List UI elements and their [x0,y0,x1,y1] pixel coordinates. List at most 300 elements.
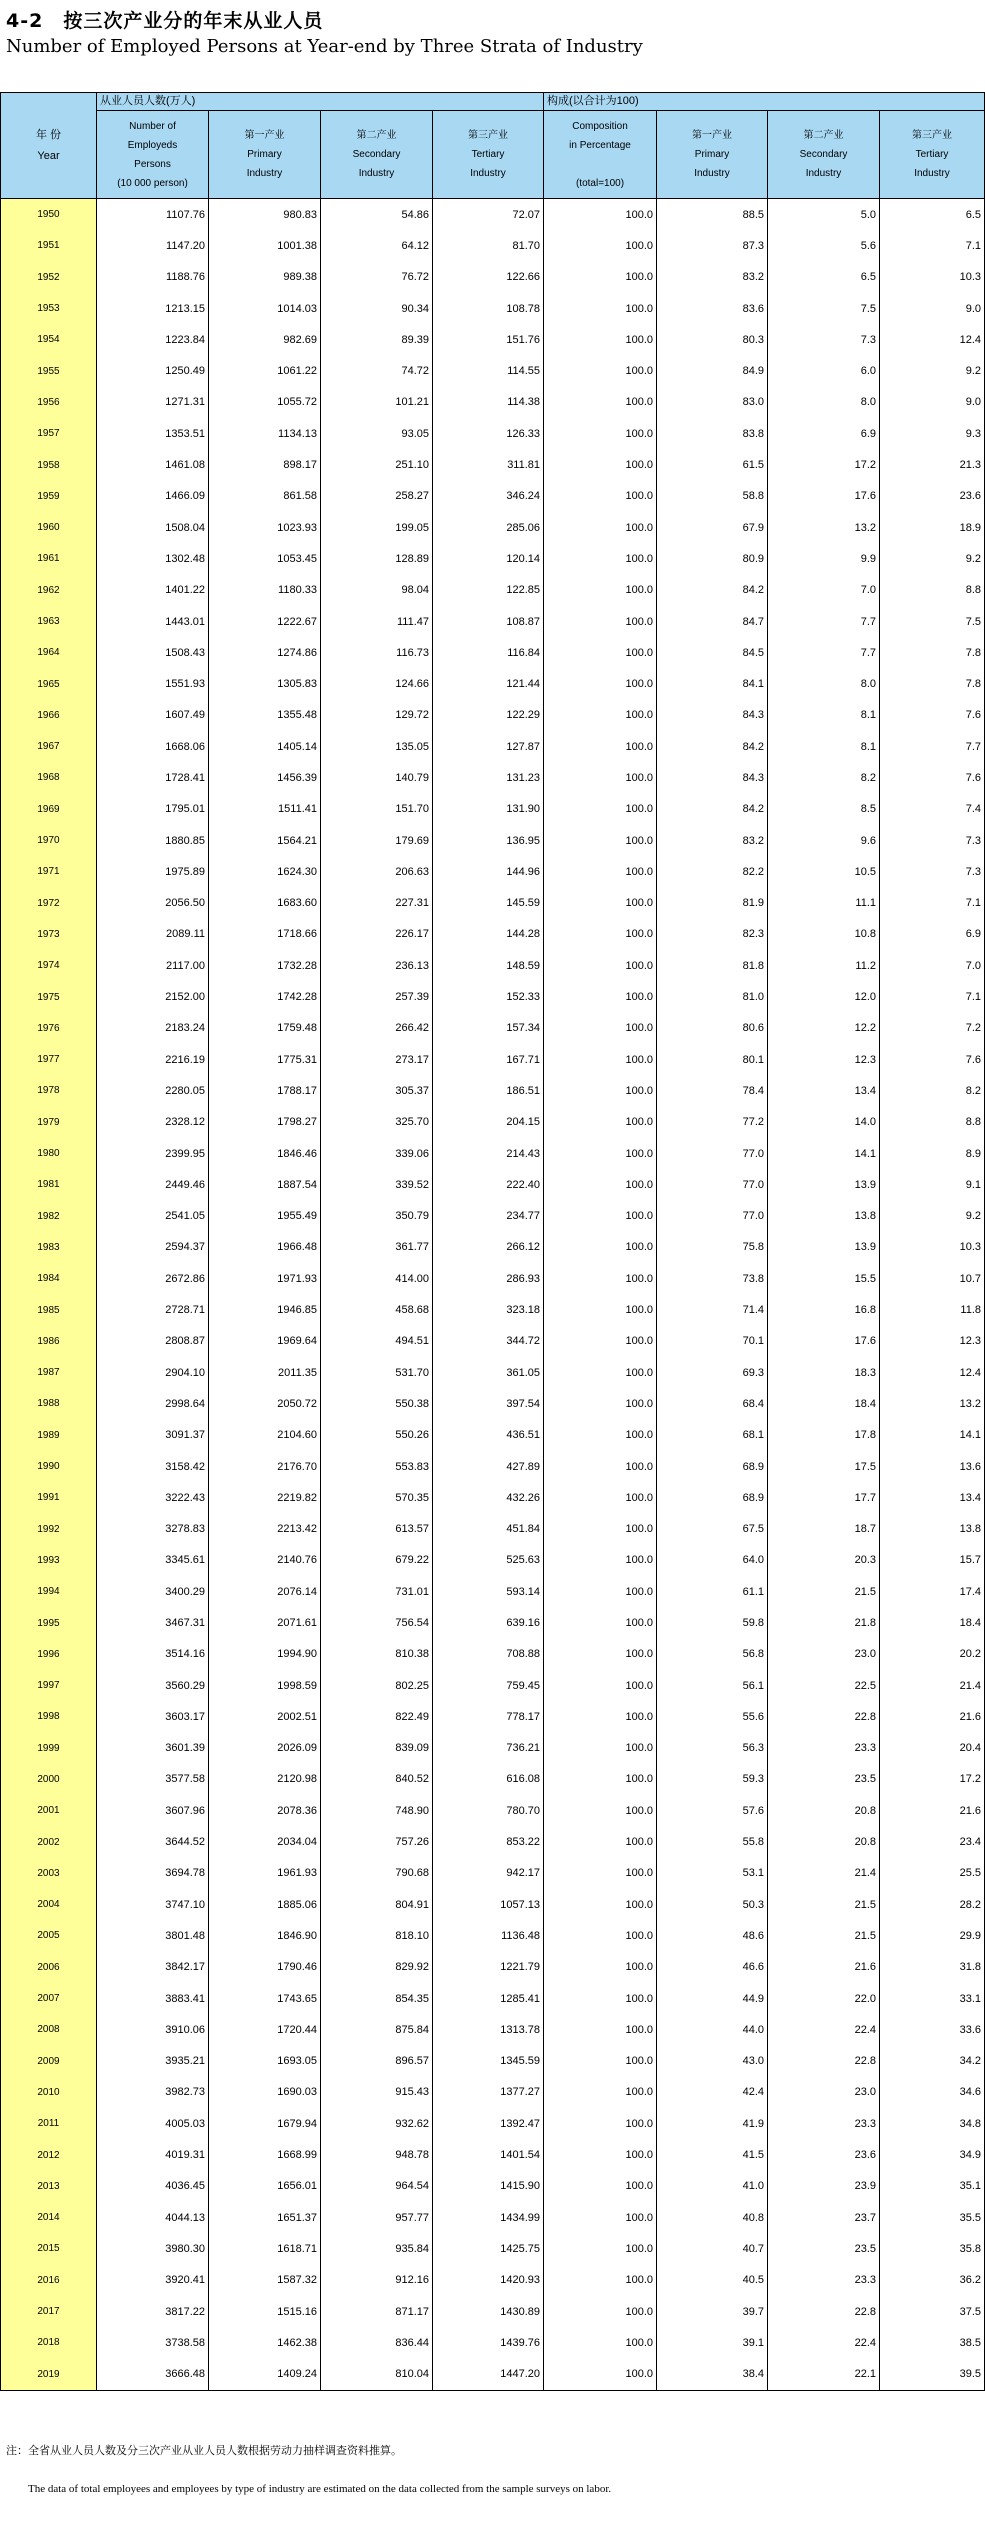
tertiary-pct-cell: 13.4 [880,1482,985,1513]
total-cell: 1461.08 [97,449,209,480]
secondary-cell: 124.66 [321,668,433,699]
composition-total-cell: 100.0 [544,199,657,231]
year-cell: 1969 [1,794,97,825]
total-cell: 2672.86 [97,1263,209,1294]
primary-cell: 1718.66 [209,919,321,950]
tertiary-pct-cell: 7.3 [880,856,985,887]
tertiary-cell: 525.63 [433,1545,544,1576]
secondary-cell: 128.89 [321,543,433,574]
total-cell: 3345.61 [97,1545,209,1576]
primary-pct-cell: 84.2 [657,731,768,762]
primary-pct-cell: 84.7 [657,606,768,637]
year-cell: 1954 [1,324,97,355]
primary-cell: 898.17 [209,449,321,480]
table-row [1,794,985,825]
composition-total-cell: 100.0 [544,449,657,480]
tertiary-pct-cell: 10.3 [880,1232,985,1263]
table-row [1,1263,985,1294]
total-cell: 2728.71 [97,1294,209,1325]
table-row [1,2202,985,2233]
year-cell: 1982 [1,1201,97,1232]
total-cell: 1607.49 [97,700,209,731]
primary-pct-cell: 87.3 [657,230,768,261]
secondary-pct-cell: 20.8 [768,1826,880,1857]
tertiary-cell: 593.14 [433,1576,544,1607]
tertiary-cell: 131.23 [433,762,544,793]
tertiary-pct-cell: 12.4 [880,324,985,355]
primary-cell: 1742.28 [209,981,321,1012]
primary-pct-cell: 40.5 [657,2265,768,2296]
total-header-line-3: Persons [134,158,171,170]
secondary-pct-cell: 9.6 [768,825,880,856]
tertiary-pct-cell: 8.8 [880,1107,985,1138]
tertiary-pct-cell: 9.0 [880,293,985,324]
primary-cell: 1587.32 [209,2265,321,2296]
tertiary-pct-cell: 8.8 [880,575,985,606]
primary-pct-cell: 70.1 [657,1326,768,1357]
primary-cell: 1683.60 [209,888,321,919]
total-cell: 1213.15 [97,293,209,324]
year-cell: 2000 [1,1764,97,1795]
composition-total-cell: 100.0 [544,1263,657,1294]
primary-pct-cell: 67.5 [657,1513,768,1544]
tertiary-cell: 1434.99 [433,2202,544,2233]
total-cell: 3694.78 [97,1858,209,1889]
primary-pct-cell: 82.2 [657,856,768,887]
total-cell: 3935.21 [97,2046,209,2077]
primary-pct-cell: 83.2 [657,262,768,293]
primary-cell: 2076.14 [209,1576,321,1607]
composition-total-cell: 100.0 [544,2296,657,2327]
primary-cell: 1405.14 [209,731,321,762]
primary-cell: 1846.46 [209,1138,321,1169]
total-cell: 2056.50 [97,888,209,919]
secondary-pct-cell: 10.8 [768,919,880,950]
total-cell: 2399.95 [97,1138,209,1169]
tertiary-pct-cell: 31.8 [880,1952,985,1983]
secondary-cell: 361.77 [321,1232,433,1263]
composition-total-cell: 100.0 [544,1075,657,1106]
tertiary-pct-cell: 13.2 [880,1388,985,1419]
tertiary-pct-cell: 29.9 [880,1920,985,1951]
table-row [1,888,985,919]
year-cell: 1967 [1,731,97,762]
tertiary-pct-cell: 12.4 [880,1357,985,1388]
secondary-pct-cell: 22.8 [768,2296,880,2327]
tertiary-cell: 1415.90 [433,2171,544,2202]
total-cell: 3644.52 [97,1826,209,1857]
tertiary-cell: 157.34 [433,1013,544,1044]
composition-total-cell: 100.0 [544,1107,657,1138]
year-cell: 1978 [1,1075,97,1106]
tertiary-pct-cell: 25.5 [880,1858,985,1889]
tertiary-cell: 1447.20 [433,2358,544,2390]
primary-cell: 982.69 [209,324,321,355]
tertiary-cell: 1057.13 [433,1889,544,1920]
primary-pct-cell: 82.3 [657,919,768,950]
secondary-pct-cell: 17.2 [768,449,880,480]
secondary-pct-cell: 7.0 [768,575,880,606]
primary-pct-header-cn: 第一产业 [692,130,733,141]
tertiary-pct-header-en-2: Industry [914,168,950,179]
secondary-pct-cell: 14.0 [768,1107,880,1138]
table-row [1,731,985,762]
secondary-cell: 840.52 [321,1764,433,1795]
secondary-pct-header [768,111,880,199]
year-cell: 2004 [1,1889,97,1920]
table-row [1,2358,985,2390]
total-cell: 2904.10 [97,1357,209,1388]
tertiary-pct-cell: 20.4 [880,1733,985,1764]
composition-total-cell: 100.0 [544,1201,657,1232]
secondary-cell: 266.42 [321,1013,433,1044]
table-row [1,1044,985,1075]
composition-total-cell: 100.0 [544,1138,657,1169]
primary-cell: 1679.94 [209,2108,321,2139]
composition-header [544,111,657,199]
secondary-pct-cell: 13.2 [768,512,880,543]
year-cell: 1975 [1,981,97,1012]
secondary-cell: 227.31 [321,888,433,919]
secondary-pct-cell: 18.7 [768,1513,880,1544]
tertiary-cell: 286.93 [433,1263,544,1294]
secondary-cell: 810.04 [321,2358,433,2390]
year-cell: 1997 [1,1670,97,1701]
year-cell: 1950 [1,199,97,231]
primary-cell: 1274.86 [209,637,321,668]
primary-cell: 2120.98 [209,1764,321,1795]
year-cell: 1995 [1,1607,97,1638]
year-cell: 1984 [1,1263,97,1294]
composition-header-spacer [544,155,656,174]
year-cell: 2005 [1,1920,97,1951]
tertiary-pct-cell: 34.6 [880,2077,985,2108]
total-cell: 3607.96 [97,1795,209,1826]
secondary-pct-cell: 16.8 [768,1294,880,1325]
primary-cell: 1775.31 [209,1044,321,1075]
secondary-cell: 818.10 [321,1920,433,1951]
year-cell: 2002 [1,1826,97,1857]
secondary-pct-cell: 8.5 [768,794,880,825]
table-row [1,2327,985,2358]
tertiary-cell: 145.59 [433,888,544,919]
tertiary-pct-cell: 7.2 [880,1013,985,1044]
year-cell: 1981 [1,1169,97,1200]
total-cell: 3666.48 [97,2358,209,2390]
composition-total-cell: 100.0 [544,1388,657,1419]
secondary-cell: 948.78 [321,2139,433,2170]
table-row [1,1795,985,1826]
total-cell: 3601.39 [97,1733,209,1764]
table-row [1,856,985,887]
table-row [1,950,985,981]
total-cell: 3514.16 [97,1639,209,1670]
total-cell: 3158.42 [97,1451,209,1482]
tertiary-pct-cell: 6.5 [880,199,985,231]
composition-total-cell: 100.0 [544,1795,657,1826]
tertiary-cell: 708.88 [433,1639,544,1670]
tertiary-pct-cell: 34.8 [880,2108,985,2139]
table-row [1,1889,985,1920]
total-cell: 3747.10 [97,1889,209,1920]
year-cell: 2019 [1,2358,97,2390]
tertiary-cell: 436.51 [433,1420,544,1451]
secondary-cell: 101.21 [321,387,433,418]
secondary-cell: 731.01 [321,1576,433,1607]
table-row [1,1764,985,1795]
primary-cell: 2213.42 [209,1513,321,1544]
primary-cell: 1690.03 [209,2077,321,2108]
secondary-pct-cell: 9.9 [768,543,880,574]
year-cell: 1952 [1,262,97,293]
year-header [1,93,97,199]
composition-total-cell: 100.0 [544,481,657,512]
primary-pct-cell: 80.3 [657,324,768,355]
composition-total-cell: 100.0 [544,324,657,355]
secondary-header-cn: 第二产业 [356,130,397,141]
year-cell: 1986 [1,1326,97,1357]
secondary-cell: 414.00 [321,1263,433,1294]
composition-header-line-2: in Percentage [569,139,631,151]
primary-cell: 1023.93 [209,512,321,543]
tertiary-pct-cell: 37.5 [880,2296,985,2327]
secondary-pct-cell: 22.8 [768,2046,880,2077]
primary-cell: 1693.05 [209,2046,321,2077]
secondary-pct-cell: 18.3 [768,1357,880,1388]
primary-pct-cell: 68.1 [657,1420,768,1451]
tertiary-cell: 1420.93 [433,2265,544,2296]
tertiary-pct-cell: 28.2 [880,1889,985,1920]
tertiary-pct-cell: 35.8 [880,2233,985,2264]
tertiary-pct-cell: 8.9 [880,1138,985,1169]
secondary-pct-cell: 21.8 [768,1607,880,1638]
footnote-cn: 注：全省从业人员人数及分三次产业从业人员人数根据劳动力抽样调查资料推算。 [6,2444,402,2457]
tertiary-pct-cell: 6.9 [880,919,985,950]
composition-total-cell: 100.0 [544,1294,657,1325]
total-cell: 2328.12 [97,1107,209,1138]
primary-pct-cell: 56.1 [657,1670,768,1701]
secondary-pct-header-cn: 第二产业 [803,130,844,141]
table-row [1,1482,985,1513]
table-row [1,1294,985,1325]
total-cell: 3982.73 [97,2077,209,2108]
tertiary-cell: 1221.79 [433,1952,544,1983]
year-cell: 1956 [1,387,97,418]
primary-cell: 1180.33 [209,575,321,606]
secondary-cell: 839.09 [321,1733,433,1764]
composition-total-cell: 100.0 [544,230,657,261]
tertiary-industry-header [433,111,544,199]
tertiary-pct-cell: 7.6 [880,1044,985,1075]
composition-total-cell: 100.0 [544,2265,657,2296]
total-cell: 3400.29 [97,1576,209,1607]
year-cell: 1960 [1,512,97,543]
page-title-en: Number of Employed Persons at Year-end by Three Strata of Industry [6,36,643,57]
composition-total-cell: 100.0 [544,950,657,981]
tertiary-pct-cell: 17.4 [880,1576,985,1607]
primary-pct-cell: 68.9 [657,1482,768,1513]
year-cell: 1985 [1,1294,97,1325]
composition-total-cell: 100.0 [544,981,657,1012]
primary-pct-cell: 77.0 [657,1169,768,1200]
tertiary-pct-cell: 21.6 [880,1701,985,1732]
primary-pct-cell: 78.4 [657,1075,768,1106]
tertiary-cell: 1439.76 [433,2327,544,2358]
total-cell: 2216.19 [97,1044,209,1075]
primary-cell: 1014.03 [209,293,321,324]
primary-pct-cell: 58.8 [657,481,768,512]
tertiary-pct-cell: 7.1 [880,888,985,919]
table-row [1,449,985,480]
tertiary-cell: 344.72 [433,1326,544,1357]
table-header [1,93,985,199]
table-row [1,1858,985,1889]
table-row [1,387,985,418]
primary-cell: 2026.09 [209,1733,321,1764]
primary-pct-cell: 67.9 [657,512,768,543]
secondary-pct-cell: 12.3 [768,1044,880,1075]
total-cell: 3883.41 [97,1983,209,2014]
primary-pct-cell: 80.9 [657,543,768,574]
primary-cell: 1355.48 [209,700,321,731]
table-row [1,293,985,324]
tertiary-cell: 1401.54 [433,2139,544,2170]
secondary-cell: 756.54 [321,1607,433,1638]
composition-total-cell: 100.0 [544,2327,657,2358]
composition-total-cell: 100.0 [544,1889,657,1920]
tertiary-cell: 114.38 [433,387,544,418]
tertiary-cell: 285.06 [433,512,544,543]
year-cell: 2013 [1,2171,97,2202]
year-cell: 1992 [1,1513,97,1544]
total-cell: 1508.04 [97,512,209,543]
secondary-pct-header-en-1: Secondary [799,149,848,160]
tertiary-pct-cell: 21.4 [880,1670,985,1701]
secondary-cell: 957.77 [321,2202,433,2233]
secondary-pct-cell: 17.6 [768,481,880,512]
tertiary-pct-cell: 35.1 [880,2171,985,2202]
composition-total-cell: 100.0 [544,1169,657,1200]
primary-cell: 1222.67 [209,606,321,637]
composition-total-cell: 100.0 [544,1733,657,1764]
table-row [1,2296,985,2327]
tertiary-cell: 108.87 [433,606,544,637]
total-cell: 3560.29 [97,1670,209,1701]
tertiary-cell: 1285.41 [433,1983,544,2014]
secondary-pct-cell: 23.5 [768,2233,880,2264]
tertiary-cell: 122.66 [433,262,544,293]
primary-pct-cell: 42.4 [657,2077,768,2108]
composition-header-line-4: (total=100) [575,177,625,189]
table-row [1,1983,985,2014]
secondary-pct-cell: 23.0 [768,1639,880,1670]
primary-cell: 1515.16 [209,2296,321,2327]
secondary-pct-cell: 5.6 [768,230,880,261]
year-header-en: Year [37,149,60,162]
secondary-cell: 140.79 [321,762,433,793]
total-persons-header [97,111,209,199]
tertiary-pct-cell: 33.1 [880,1983,985,2014]
composition-total-cell: 100.0 [544,1044,657,1075]
composition-total-cell: 100.0 [544,1326,657,1357]
tertiary-cell: 121.44 [433,668,544,699]
table-row [1,418,985,449]
year-cell: 2014 [1,2202,97,2233]
composition-total-cell: 100.0 [544,700,657,731]
secondary-pct-cell: 21.5 [768,1920,880,1951]
total-cell: 3817.22 [97,2296,209,2327]
primary-pct-cell: 48.6 [657,1920,768,1951]
table-row [1,481,985,512]
secondary-pct-cell: 6.9 [768,418,880,449]
year-cell: 1991 [1,1482,97,1513]
table-row [1,919,985,950]
year-cell: 1951 [1,230,97,261]
table-row [1,1920,985,1951]
secondary-pct-cell: 23.0 [768,2077,880,2108]
primary-pct-cell: 39.1 [657,2327,768,2358]
page-title-cn: 4-2 按三次产业分的年末从业人员 [6,10,324,32]
year-cell: 1998 [1,1701,97,1732]
table-row [1,543,985,574]
tertiary-cell: 116.84 [433,637,544,668]
table-row [1,1451,985,1482]
table-row [1,230,985,261]
year-cell: 1971 [1,856,97,887]
secondary-cell: 54.86 [321,199,433,231]
tertiary-cell: 186.51 [433,1075,544,1106]
primary-cell: 1061.22 [209,355,321,386]
composition-total-cell: 100.0 [544,512,657,543]
secondary-pct-cell: 22.5 [768,1670,880,1701]
primary-cell: 2002.51 [209,1701,321,1732]
table-row [1,1952,985,1983]
total-cell: 1147.20 [97,230,209,261]
total-cell: 3467.31 [97,1607,209,1638]
total-cell: 1880.85 [97,825,209,856]
secondary-cell: 93.05 [321,418,433,449]
primary-cell: 1564.21 [209,825,321,856]
year-cell: 1955 [1,355,97,386]
table-row [1,1388,985,1419]
total-cell: 2183.24 [97,1013,209,1044]
year-cell: 1964 [1,637,97,668]
secondary-pct-cell: 13.8 [768,1201,880,1232]
tertiary-pct-cell: 34.2 [880,2046,985,2077]
primary-cell: 1887.54 [209,1169,321,1200]
secondary-pct-cell: 21.5 [768,1889,880,1920]
composition-total-cell: 100.0 [544,1764,657,1795]
total-cell: 1551.93 [97,668,209,699]
secondary-cell: 98.04 [321,575,433,606]
total-cell: 2117.00 [97,950,209,981]
tertiary-pct-cell: 7.5 [880,606,985,637]
secondary-cell: 810.38 [321,1639,433,1670]
total-cell: 2541.05 [97,1201,209,1232]
secondary-cell: 258.27 [321,481,433,512]
secondary-pct-cell: 6.5 [768,262,880,293]
primary-cell: 1732.28 [209,950,321,981]
secondary-cell: 748.90 [321,1795,433,1826]
total-cell: 3910.06 [97,2014,209,2045]
secondary-pct-cell: 12.2 [768,1013,880,1044]
secondary-pct-cell: 13.9 [768,1169,880,1200]
total-cell: 3603.17 [97,1701,209,1732]
secondary-pct-cell: 13.9 [768,1232,880,1263]
total-cell: 1975.89 [97,856,209,887]
primary-pct-cell: 80.1 [657,1044,768,1075]
composition-total-cell: 100.0 [544,919,657,950]
